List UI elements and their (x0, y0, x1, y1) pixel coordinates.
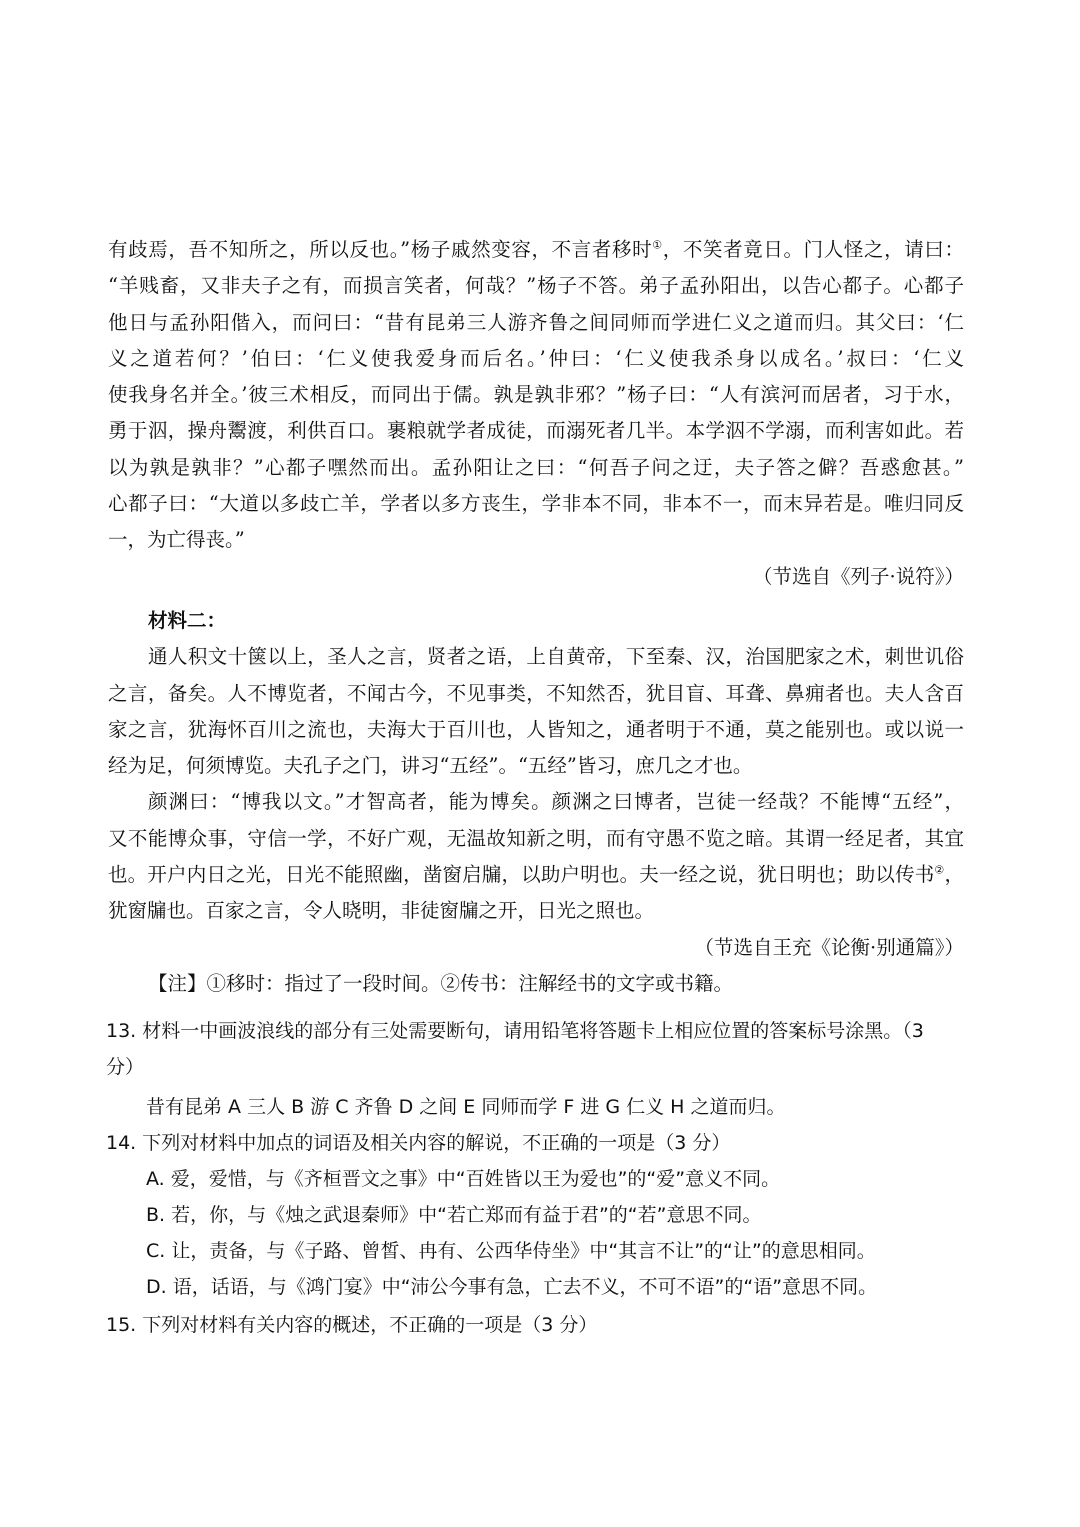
note-mark: ② (934, 863, 945, 877)
passage-line: “羊贱畜，又非夫子之有，而损言笑者，何哉？”杨子不答。弟子孟孙阳出，以告心都子。心都子 (108, 274, 964, 298)
source-citation: （节选自王充《论衡·别通篇》） (694, 935, 964, 959)
passage-line: 勇于泅，操舟鬻渡，利供百口。裹粮就学者成徒，而溺死者几半。本学泅不学溺，而利害如此。若 (108, 419, 964, 443)
passage-line: 经为足，何须博览。夫孔子之门，讲习“五经”。“五经”皆习，庶几之才也。 (108, 754, 753, 778)
question-13-stem-cont: 分） (106, 1056, 145, 1078)
material-two-passage (108, 603, 964, 1002)
question-14-option-b: B. 若，你，与《烛之武退秦师》中“若亡郑而有益于君”的“若”意思不同。 (146, 1204, 762, 1226)
passage-line: 颜渊曰：“博我以文。”才智高者，能为博矣。颜渊之曰博者，岂徒一经哉？不能博“五经”， (148, 790, 964, 814)
question-14-option-a: A. 爱，爱惜，与《齐桓晋文之事》中“百姓皆以王为爱也”的“爱”意义不同。 (146, 1168, 781, 1190)
passage-line: 之言，备矣。人不博览者，不闻古今，不见事类，不知然否，犹目盲、耳聋、鼻痈者也。夫人含百 (108, 681, 964, 705)
question-14-option-d: D. 语，话语，与《鸿门宴》中“沛公今事有急，亡去不义，不可不语”的“语”意思不同。 (146, 1276, 878, 1298)
passage-line: 家之言，犹海怀百川之流也，夫海大于百川也，人皆知之，通者明于不通，莫之能别也。或以说一 (108, 717, 964, 741)
question-14-stem: 14. 下列对材料中加点的词语及相关内容的解说，不正确的一项是（3 分） (106, 1132, 731, 1154)
note-mark: ① (652, 238, 663, 252)
source-citation: （节选自《列子·说符》） (753, 564, 964, 588)
passage-line: 义之道若何？’伯曰：‘仁义使我爱身而后名。’仲曰：‘仁义使我杀身以成名。’叔曰：‘仁义 (108, 346, 964, 370)
question-14-option-c: C. 让，责备，与《子路、曾皙、冉有、公西华侍坐》中“其言不让”的“让”的意思相同。 (146, 1240, 876, 1262)
passage-line: 通人积文十箧以上，圣人之言，贤者之语，上自黄帝，下至秦、汉，治国肥家之术，刺世讥俗 (148, 645, 964, 669)
passage-line: 心都子曰：“大道以多歧亡羊，学者以多方丧生，学非本不同，非本不一，而末异若是。唯归同反 (108, 492, 964, 516)
passage-line: 有歧焉，吾不知所之，所以反也。”杨子戚然变容，不言者移时①，不笑者竟日。门人怪之，请曰： (108, 238, 964, 261)
passage-line: 他日与孟孙阳偕入，而问曰：“昔有昆弟三人游齐鲁之间同师而学进仁义之道而归。其父曰：‘仁 (108, 310, 964, 334)
question-15-stem: 15. 下列对材料有关内容的概述，不正确的一项是（3 分） (106, 1314, 598, 1336)
passage-line: 使我身名并全。’彼三术相反，而同出于儒。孰是孰非邪？”杨子曰：“人有滨河而居者，习于水， (108, 383, 964, 407)
passage-line: 犹窗牖也。百家之言，令人晓明，非徒窗牖之开，日光之照也。 (108, 899, 655, 923)
question-13-sentence: 昔有昆弟 A 三人 B 游 C 齐鲁 D 之间 E 同师而学 F 进 G 仁义 H 之道而归。 (146, 1096, 786, 1118)
section-heading: 材料二： (148, 609, 227, 632)
passage-line: 一，为亡得丧。” (108, 528, 245, 552)
passage-line: 以为孰是孰非？”心都子嘿然而出。孟孙阳让之曰：“何吾子问之迂，夫子答之僻？吾惑愈甚。” (108, 455, 964, 479)
passage-line: 又不能博众事，守信一学，不好广观，无温故知新之明，而有守愚不览之暗。其谓一经足者，其宜 (108, 826, 964, 850)
question-13-stem: 13. 材料一中画波浪线的部分有三处需要断句，请用铅笔将答题卡上相应位置的答案标号涂黑。（3 (106, 1020, 924, 1042)
annotation-note: 【注】①移时：指过了一段时间。②传书：注解经书的文字或书籍。 (148, 971, 734, 995)
passage-line: 也。开户内日之光，日光不能照幽，凿窗启牖，以助户明也。夫一经之说，犹日明也；助以传书②， (108, 863, 964, 887)
material-one-passage (108, 232, 964, 595)
